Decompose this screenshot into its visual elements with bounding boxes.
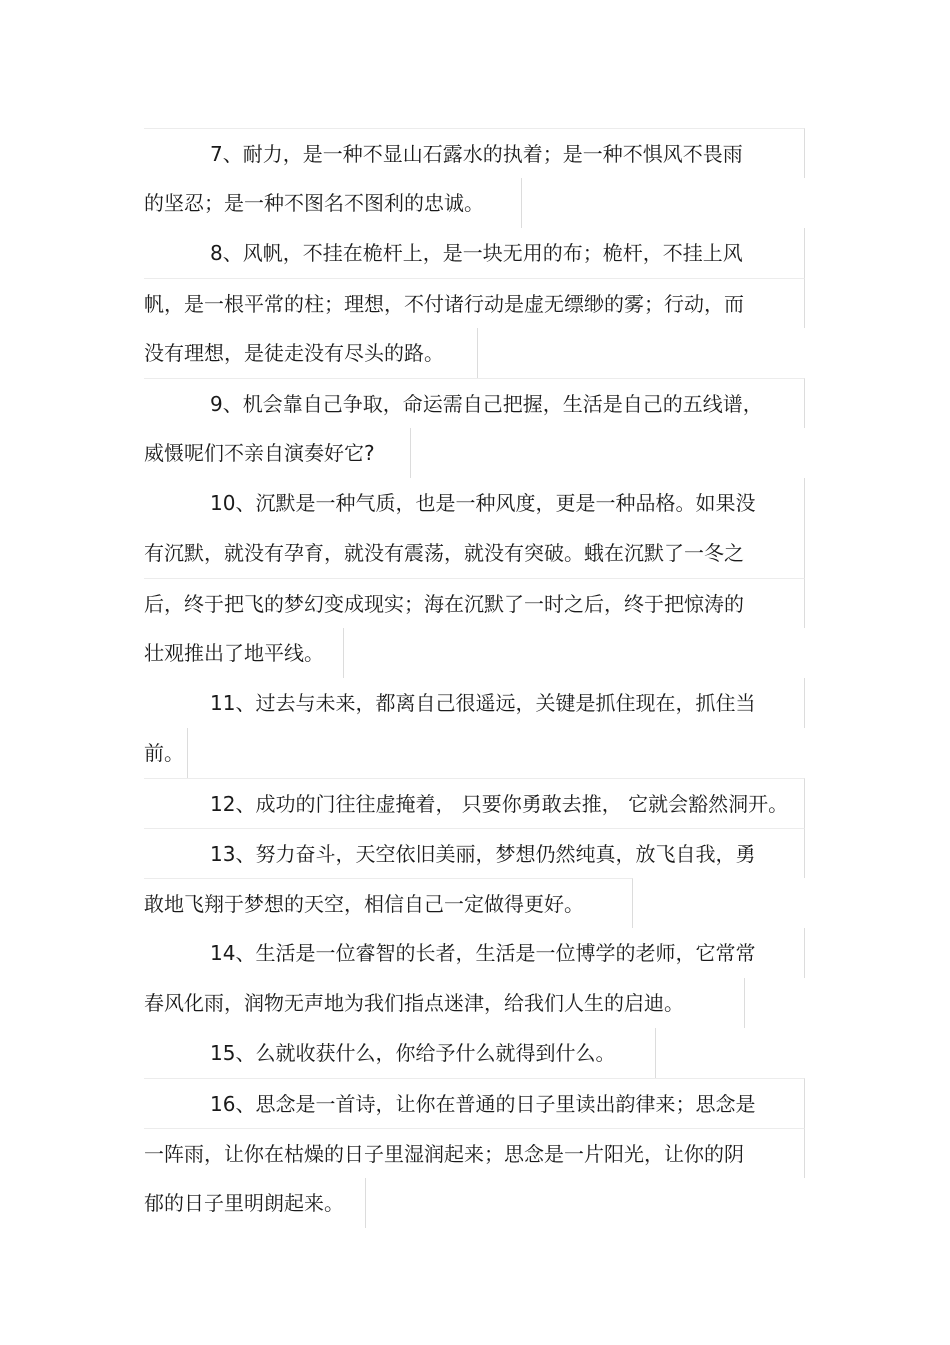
paragraph-10-line-3: 后，终于把飞的梦幻变成现实；海在沉默了一时之后，终于把惊涛的 xyxy=(144,578,805,628)
paragraph-13-line-2: 敢地飞翔于梦想的天空，相信自己一定做得更好。 xyxy=(144,878,633,928)
paragraph-10-line-4: 壮观推出了地平线。 xyxy=(144,628,344,678)
paragraph-15-line-1: 15、么就收获什么，你给予什么就得到什么。 xyxy=(144,1028,656,1078)
paragraph-8-line-2: 帆，是一根平常的柱；理想，不付诸行动是虚无缥缈的雾；行动，而 xyxy=(144,278,805,328)
paragraph-16-line-1: 16、思念是一首诗，让你在普通的日子里读出韵律来；思念是 xyxy=(144,1078,805,1128)
paragraph-14-line-1: 14、生活是一位睿智的长者，生活是一位博学的老师，它常常 xyxy=(144,928,805,978)
paragraph-10-line-2: 有沉默，就没有孕育，就没有震荡，就没有突破。蛾在沉默了一冬之 xyxy=(144,528,805,578)
paragraph-13-line-1: 13、努力奋斗，天空依旧美丽，梦想仍然纯真，放飞自我，勇 xyxy=(144,828,805,878)
paragraph-9-line-2: 威慑呢们不亲自演奏好它? xyxy=(144,428,411,478)
paragraph-8-line-3: 没有理想，是徒走没有尽头的路。 xyxy=(144,328,478,378)
paragraph-14-line-2: 春风化雨，润物无声地为我们指点迷津，给我们人生的启迪。 xyxy=(144,978,745,1028)
paragraph-16-line-2: 一阵雨，让你在枯燥的日子里湿润起来；思念是一片阳光，让你的阴 xyxy=(144,1128,805,1178)
paragraph-12-line-1: 12、成功的门往往虚掩着， 只要你勇敢去推， 它就会豁然洞开。 xyxy=(144,778,805,828)
paragraph-7-line-1: 7、耐力，是一种不显山石露水的执着；是一种不惧风不畏雨 xyxy=(144,128,805,178)
paragraph-7-line-2: 的坚忍；是一种不图名不图利的忠诚。 xyxy=(144,178,522,228)
paragraph-11-line-1: 11、过去与未来，都离自己很遥远，关键是抓住现在，抓住当 xyxy=(144,678,805,728)
paragraph-9-line-1: 9、机会靠自己争取，命运需自己把握，生活是自己的五线谱， xyxy=(144,378,805,428)
paragraph-10-line-1: 10、沉默是一种气质，也是一种风度，更是一种品格。如果没 xyxy=(144,478,805,528)
paragraph-11-line-2: 前。 xyxy=(144,728,188,778)
paragraph-8-line-1: 8、风帆，不挂在桅杆上，是一块无用的布；桅杆，不挂上风 xyxy=(144,228,805,278)
paragraph-16-line-3: 郁的日子里明朗起来。 xyxy=(144,1178,366,1228)
